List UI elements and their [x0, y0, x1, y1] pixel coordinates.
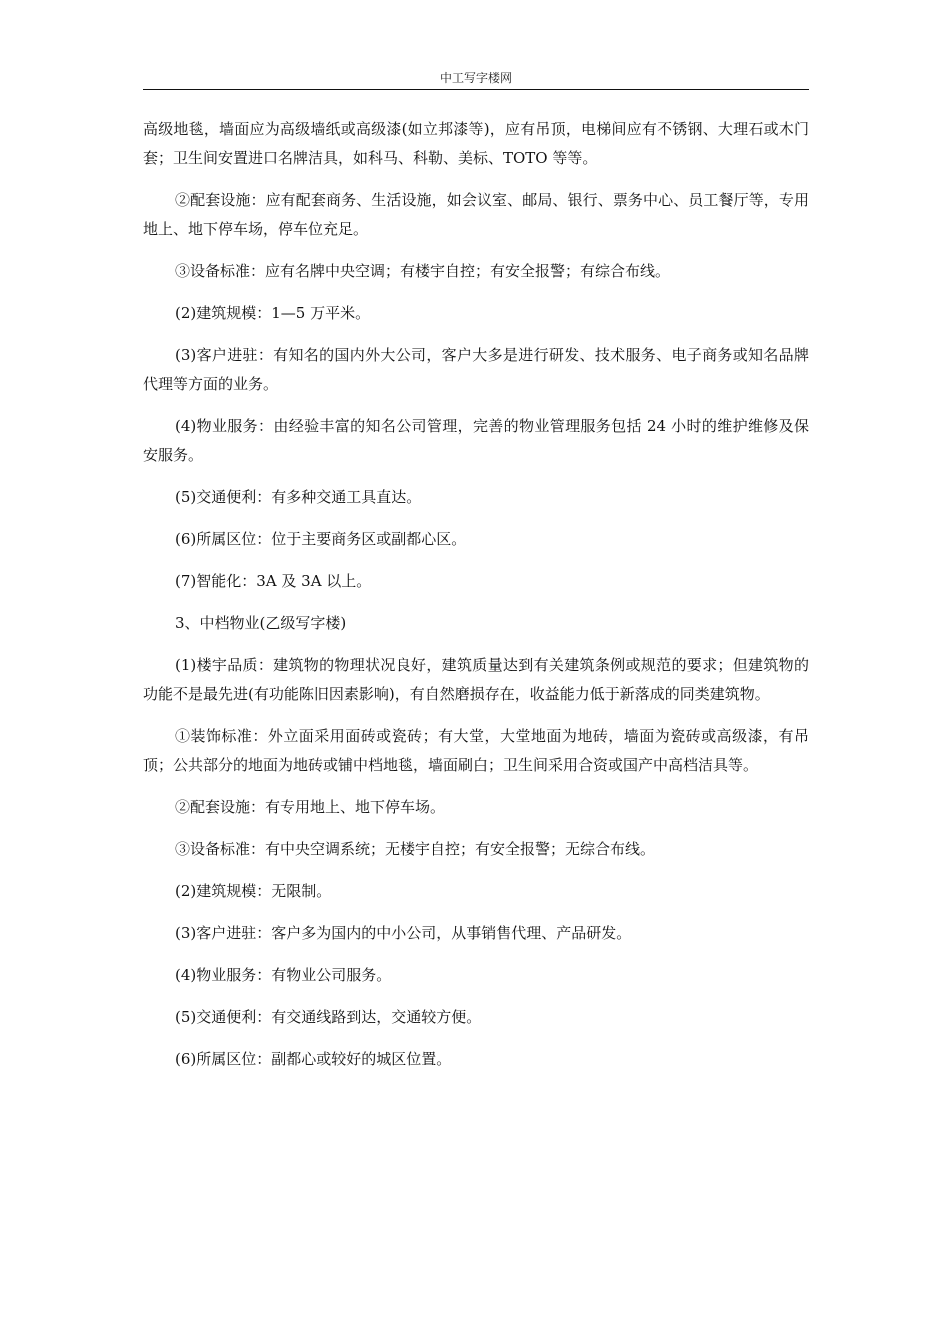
paragraph: ①装饰标准：外立面采用面砖或瓷砖；有大堂，大堂地面为地砖，墙面为瓷砖或高级漆，有吊顶；公共部分的地面为地砖或铺中档地毯，墙面刷白；卫生间采用合资或国产中高档洁具等。: [143, 727, 809, 774]
paragraph: (6)所属区位：副都心或较好的城区位置。: [175, 1050, 452, 1068]
header-divider: [143, 89, 809, 90]
paragraph: (5)交通便利：有交通线路到达，交通较方便。: [175, 1008, 482, 1026]
paragraph: (4)物业服务：由经验丰富的知名公司管理，完善的物业管理服务包括 24 小时的维护维修及保安服务。: [143, 417, 809, 464]
paragraph: ②配套设施：应有配套商务、生活设施，如会议室、邮局、银行、票务中心、员工餐厅等，专用地上、地下停车场，停车位充足。: [143, 191, 809, 238]
page-header-title: 中工写字楼网: [439, 71, 512, 85]
paragraph: (7)智能化：3A 及 3A 以上。: [175, 572, 372, 590]
paragraph: (2)建筑规模：1—5 万平米。: [175, 304, 371, 322]
paragraph: (1)楼宇品质：建筑物的物理状况良好，建筑质量达到有关建筑条例或规范的要求；但建筑物的功能不是最先进(有功能陈旧因素影响)，有自然磨损存在，收益能力低于新落成的同类建筑物。: [143, 656, 809, 703]
section-heading: 3、中档物业(乙级写字楼): [175, 614, 347, 632]
paragraph: ③设备标准：应有名牌中央空调；有楼宇自控；有安全报警；有综合布线。: [175, 262, 671, 280]
paragraph: (2)建筑规模：无限制。: [175, 882, 332, 900]
paragraph: (4)物业服务：有物业公司服务。: [175, 966, 392, 984]
document-body: [143, 115, 809, 1087]
paragraph: (3)客户进驻：有知名的国内外大公司，客户大多是进行研发、技术服务、电子商务或知名品牌代理等方面的业务。: [143, 346, 809, 393]
paragraph: (3)客户进驻：客户多为国内的中小公司，从事销售代理、产品研发。: [175, 924, 632, 942]
paragraph: ②配套设施：有专用地上、地下停车场。: [175, 798, 446, 816]
paragraph: (6)所属区位：位于主要商务区或副都心区。: [175, 530, 467, 548]
paragraph: ③设备标准：有中央空调系统；无楼宇自控；有安全报警；无综合布线。: [175, 840, 656, 858]
paragraph: (5)交通便利：有多种交通工具直达。: [175, 488, 422, 506]
paragraph: 高级地毯，墙面应为高级墙纸或高级漆(如立邦漆等)，应有吊顶，电梯间应有不锈钢、大理石或木门套；卫生间安置进口名牌洁具，如科马、科勒、美标、TOTO 等等。: [143, 120, 809, 167]
